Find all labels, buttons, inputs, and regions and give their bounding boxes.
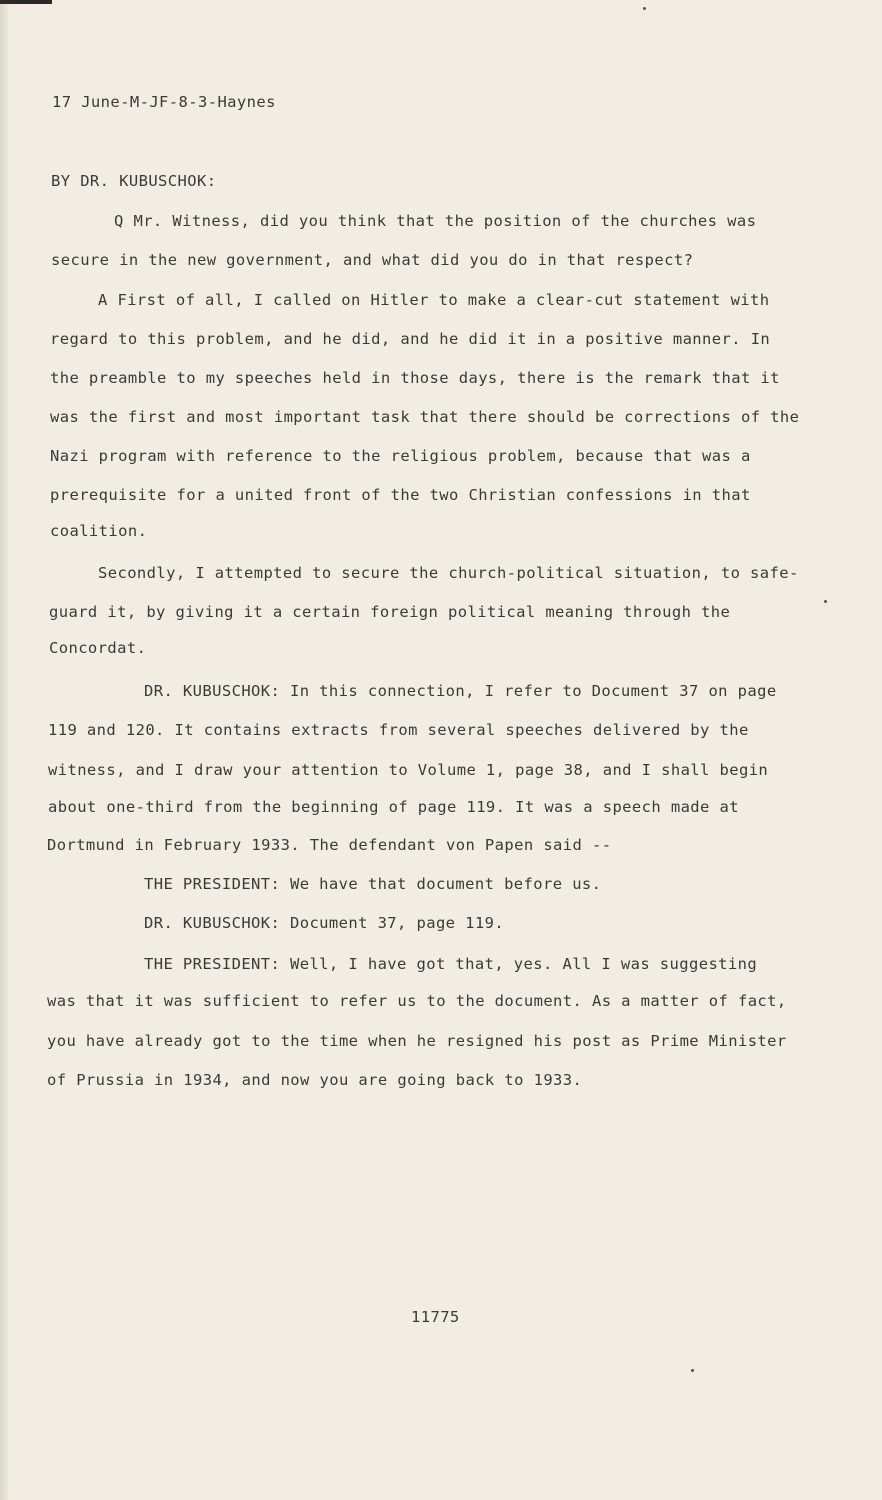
- text-line: the preamble to my speeches held in those days, there is the remark that it: [50, 369, 780, 387]
- text-line: coalition.: [50, 522, 148, 540]
- text-line: DR. KUBUSCHOK: In this connection, I refer to Document 37 on page: [144, 682, 777, 700]
- document-header: 17 June-M-JF-8-3-Haynes: [52, 93, 276, 111]
- text-line: Nazi program with reference to the religious problem, because that was a: [50, 447, 751, 465]
- top-edge-mark: [0, 0, 52, 4]
- text-line: regard to this problem, and he did, and he did it in a positive manner. In: [50, 330, 771, 348]
- text-line: Concordat.: [49, 639, 147, 657]
- page-edge-shadow: [0, 0, 10, 1500]
- text-line: about one-third from the beginning of page 119. It was a speech made at: [48, 798, 739, 816]
- text-line: Q Mr. Witness, did you think that the position of the churches was: [114, 212, 757, 230]
- text-line: Dortmund in February 1933. The defendant von Papen said --: [47, 836, 612, 854]
- text-line: guard it, by giving it a certain foreign political meaning through the: [49, 603, 731, 621]
- text-line: prerequisite for a united front of the two Christian confessions in that: [50, 486, 751, 504]
- paper-speck: [691, 1369, 694, 1372]
- text-line: 119 and 120. It contains extracts from several speeches delivered by the: [48, 721, 749, 739]
- paper-speck: [824, 600, 827, 603]
- text-line: THE PRESIDENT: Well, I have got that, yes. All I was suggesting: [144, 955, 758, 973]
- text-line: A First of all, I called on Hitler to make a clear-cut statement with: [98, 291, 770, 309]
- text-line: was that it was sufficient to refer us to the document. As a matter of fact,: [47, 992, 787, 1010]
- page-number: 11775: [411, 1308, 460, 1326]
- text-line: DR. KUBUSCHOK: Document 37, page 119.: [144, 914, 505, 932]
- text-line: BY DR. KUBUSCHOK:: [51, 172, 217, 190]
- text-line: THE PRESIDENT: We have that document before us.: [144, 875, 602, 893]
- text-line: was the first and most important task that there should be corrections of the: [50, 408, 800, 426]
- text-line: of Prussia in 1934, and now you are going back to 1933.: [47, 1071, 583, 1089]
- text-line: witness, and I draw your attention to Volume 1, page 38, and I shall begin: [48, 761, 769, 779]
- paper-speck: [643, 7, 646, 10]
- text-line: you have already got to the time when he resigned his post as Prime Minister: [47, 1032, 787, 1050]
- text-line: Secondly, I attempted to secure the church-political situation, to safe-: [98, 564, 799, 582]
- text-line: secure in the new government, and what did you do in that respect?: [51, 251, 694, 269]
